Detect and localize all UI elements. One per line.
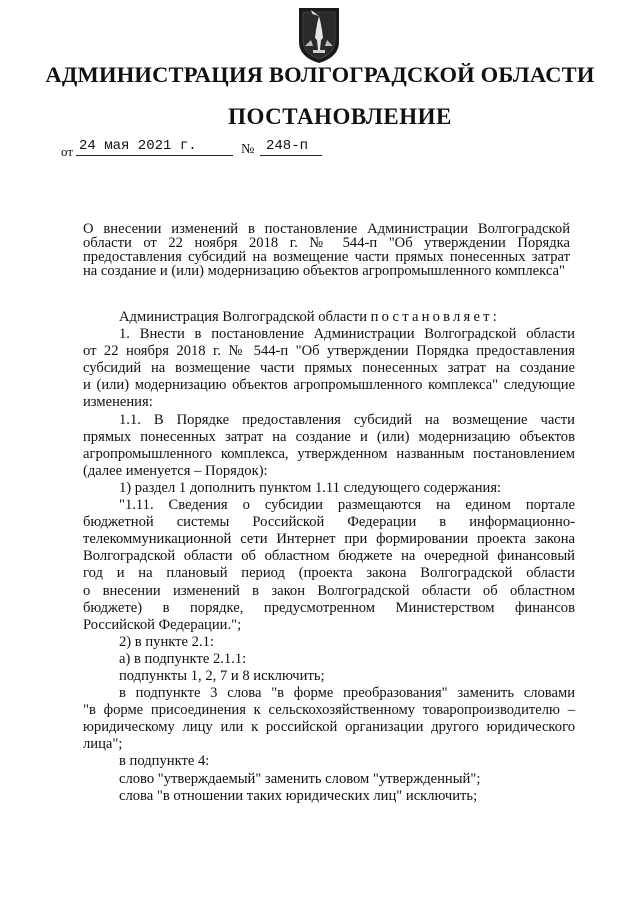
decree-intro: Администрация Волгоградской области [119,309,368,325]
body-line: (далее именуется – Порядок): [83,462,268,479]
date-value: 24 мая 2021 г. [79,138,197,154]
body-line: 1.1. В Порядке предоставления субсидий на возмещение части [119,411,575,428]
body-line: юридическому лицу или к российской организации другого юридического [83,719,575,736]
body-line: 2) в пункте 2.1: [119,633,214,650]
body-line: Волгоградской области об областном бюджете на очередной финансовый [83,548,575,565]
body-line: 1. Внести в постановление Администрации Волгоградской области [119,326,575,343]
subject-line: на создание и (или) модернизацию объектов агропромышленного комплекса" [83,263,565,279]
body-line: "в форме присоединения к сельскохозяйственному товаропроизводителю – [83,702,575,719]
body-line: а) в подпункте 2.1.1: [119,650,247,667]
subject-line: предоставления субсидий на возмещение части прямых понесенных затрат [83,249,570,265]
date-number-line [0,138,640,162]
subject-line: области от 22 ноября 2018 г. № 544-п "Об утверждении Порядка [83,235,570,251]
decree-intro-line [83,309,575,326]
body-line: год и на плановый период (проекта закона Волгоградской области [83,565,575,582]
document-body [83,309,575,805]
body-line: 1) раздел 1 дополнить пунктом 1.11 следующего содержания: [119,479,502,496]
document-type-title: ПОСТАНОВЛЕНИЕ [228,104,452,129]
document-subject [83,222,570,278]
number-underline [260,155,322,156]
body-line: телекоммуникационной сети Интернет при формировании проекта закона [83,531,575,548]
body-line: о внесении изменений в закон Волгоградской области об областном [83,582,575,599]
coat-of-arms-icon [297,6,341,64]
body-line: субсидий на возмещение части прямых понесенных затрат на создание [83,360,575,377]
body-line: в подпункте 3 слова "в форме преобразования" заменить словами [119,685,575,702]
body-line: в подпункте 4: [119,753,210,770]
body-line: Российской Федерации."; [83,616,242,633]
body-line: прямых понесенных затрат на создание и (или) модернизацию объектов [83,428,575,445]
body-line: слово "утверждаемый" заменить словом "утвержденный"; [119,770,481,787]
body-line: лица"; [83,736,123,753]
date-prefix: от [61,144,74,159]
body-line: и (или) модернизацию объектов агропромышленного комплекса" следующие [83,377,575,394]
body-line: бюджетной системы Российской Федерации в информационно- [83,514,575,531]
decree-verb: постановляет: [370,309,500,325]
body-line: подпункты 1, 2, 7 и 8 исключить; [119,667,325,684]
number-prefix: № [241,142,255,157]
organization-title: АДМИНИСТРАЦИЯ ВОЛГОГРАДСКОЙ ОБЛАСТИ [45,62,595,87]
body-line: агропромышленного комплекса, утвержденном названным постановлением [83,445,575,462]
subject-line: О внесении изменений в постановление Администрации Волгоградской [83,221,570,237]
body-line: от 22 ноября 2018 г. № 544-п "Об утверждении Порядка предоставления [83,343,575,360]
date-underline [76,155,233,156]
body-line: "1.11. Сведения о субсидии размещаются на едином портале [119,497,575,514]
body-line: бюджете) в порядке, предусмотренном Министерством финансов [83,599,575,616]
body-line: изменения: [83,394,153,411]
number-value: 248-п [266,138,309,154]
body-line: слова "в отношении таких юридических лиц" исключить; [119,787,478,804]
